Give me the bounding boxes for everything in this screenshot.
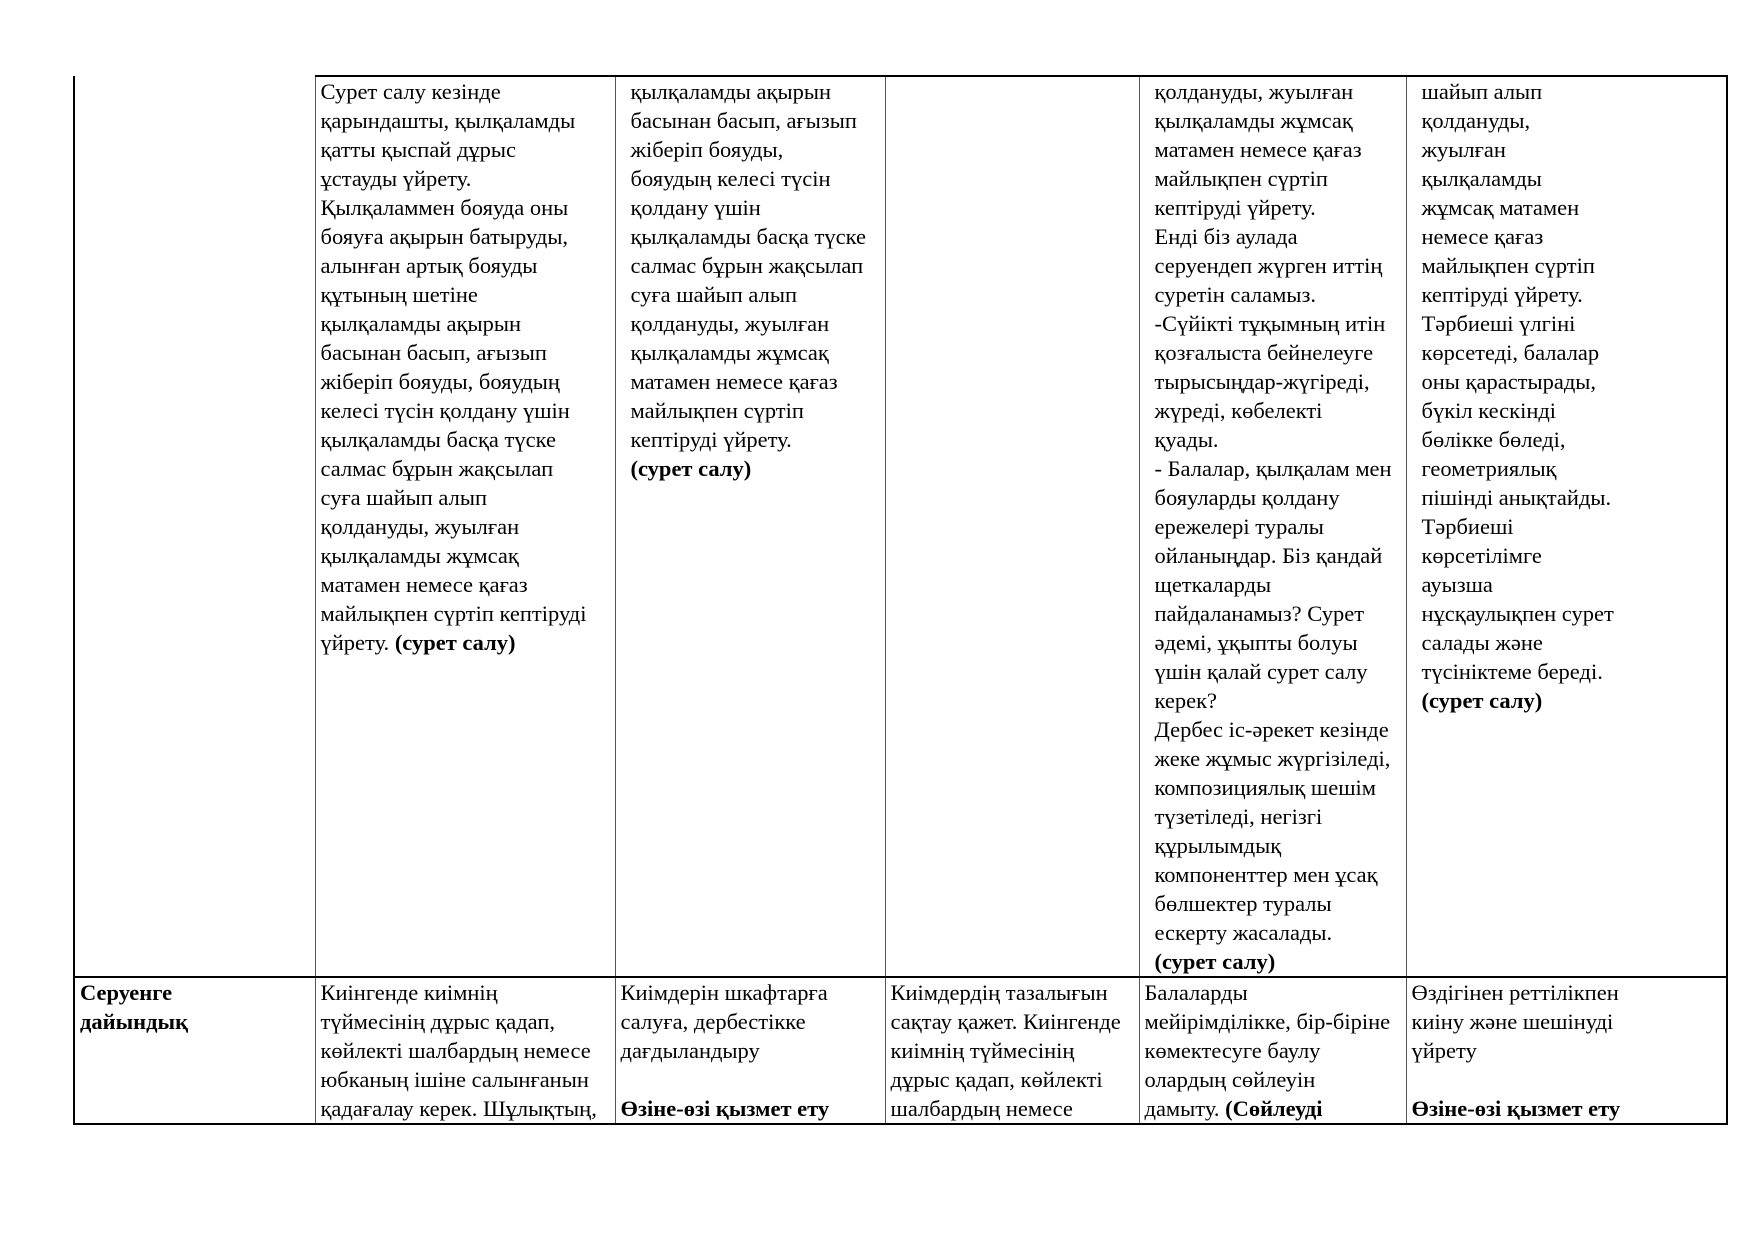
table-row [74, 977, 1727, 1124]
table-cell [615, 977, 885, 1124]
table-cell [1139, 76, 1406, 977]
table-cell [315, 977, 615, 1124]
cell-text: қылқаламды ақырын басынан басып, ағызып жіберіп бояуды, бояудың келесі түсін қолдану үшін қылқаламды басқа түске салмас бұрын жақсылап суға шайып алып қолдануды, жуылған қылқаламды жұмсақ матамен немесе қағаз майлықпен сүртіп кептіруді үйрету. [630, 79, 866, 452]
table-cell [1139, 977, 1406, 1124]
cell-text: Балаларды мейірімділікке, бір-біріне көмектесуге баулу олардың сөйлеуін дамыту. [1144, 980, 1391, 1121]
row-label-cell [74, 76, 315, 977]
cell-bold-note: (сурет салу) [630, 456, 752, 481]
cell-text: Сурет салу кезінде қарындашты, қылқаламды қатты қыспай дұрыс ұстауды үйрету. Қылқаламмен бояуда оны бояуға ақырын батыруды, алынған артық бояуды құтының шетіне қылқаламды ақырын басынан басып, ағызып жіберіп бояуды, бояудың келесі түсін қолдану үшін қылқаламды басқа түске салмас бұрын жақсылап суға шайып алып қолдануды, жуылған қылқаламды жұмсақ матамен немесе қағаз майлықпен сүртіп кептіруді үйрету. [320, 79, 587, 655]
row-label: Серуенге дайындық [80, 980, 189, 1034]
table-cell [885, 76, 1139, 977]
cell-bold-note: Өзіне-өзі қызмет ету [620, 1096, 830, 1121]
cell-text: Киімдердің тазалығын сақтау қажет. Киінгенде киімнің түймесінің дұрыс қадап, көйлекті шалбардың немесе [890, 980, 1121, 1121]
table-cell [1406, 977, 1727, 1124]
table-cell [1406, 76, 1727, 977]
cell-bold-note: (Сөйлеуді [1225, 1096, 1323, 1121]
row-label-cell [74, 977, 315, 1124]
lesson-plan-table [73, 75, 1728, 1125]
cell-bold-note: (сурет салу) [394, 630, 516, 655]
cell-text: шайып алып қолдануды, жуылған қылқаламды жұмсақ матамен немесе қағаз майлықпен сүртіп кептіруді үйрету. Тәрбиеші үлгіні көрсетеді, балалар оны қарастырады, бүкіл кескінді бөлікке бөледі, геометриялық пішінді анықтайды. Тәрбиеші көрсетілімге ауызша нұсқаулықпен сурет салады және түсініктеме береді. [1421, 79, 1614, 684]
cell-text: Өздігінен реттілікпен киіну және шешінуді үйрету [1411, 980, 1619, 1063]
cell-bold-note: Өзіне-өзі қызмет ету [1411, 1096, 1621, 1121]
cell-bold-note: (сурет салу) [1154, 949, 1276, 974]
cell-text: Киінгенде киімнің түймесінің дұрыс қадап, көйлекті шалбардың немесе юбканың ішіне салынғанын қадағалау керек. Шұлықтың, [320, 980, 597, 1121]
cell-text: қолдануды, жуылған қылқаламды жұмсақ матамен немесе қағаз майлықпен сүртіп кептіруді үйрету. Енді біз аулада серуендеп жүрген иттің суретін саламыз. -Сүйікті тұқымның итін қозғалыста бейнелеуге тырысыңдар-жүгіреді, жүреді, көбелекті қуады. - Балалар, қылқалам мен бояуларды қолдану ережелері туралы ойланыңдар. Біз қандай щеткаларды пайдаланамыз? Сурет әдемі, ұқыпты болуы үшін қалай сурет салу керек? Дербес іс-әрекет кезінде жеке жұмыс жүргізіледі, композициялық шешім түзетіледі, негізгі құрылымдық компоненттер мен ұсақ бөлшектер туралы ескерту жасалады. [1154, 79, 1392, 945]
cell-text: Киімдерін шкафтарға салуға, дербестікке дағдыландыру [620, 980, 828, 1063]
table-cell [615, 76, 885, 977]
table-cell [315, 76, 615, 977]
table-cell [885, 977, 1139, 1124]
cell-bold-note: (сурет салу) [1421, 688, 1543, 713]
table-row [74, 76, 1727, 977]
